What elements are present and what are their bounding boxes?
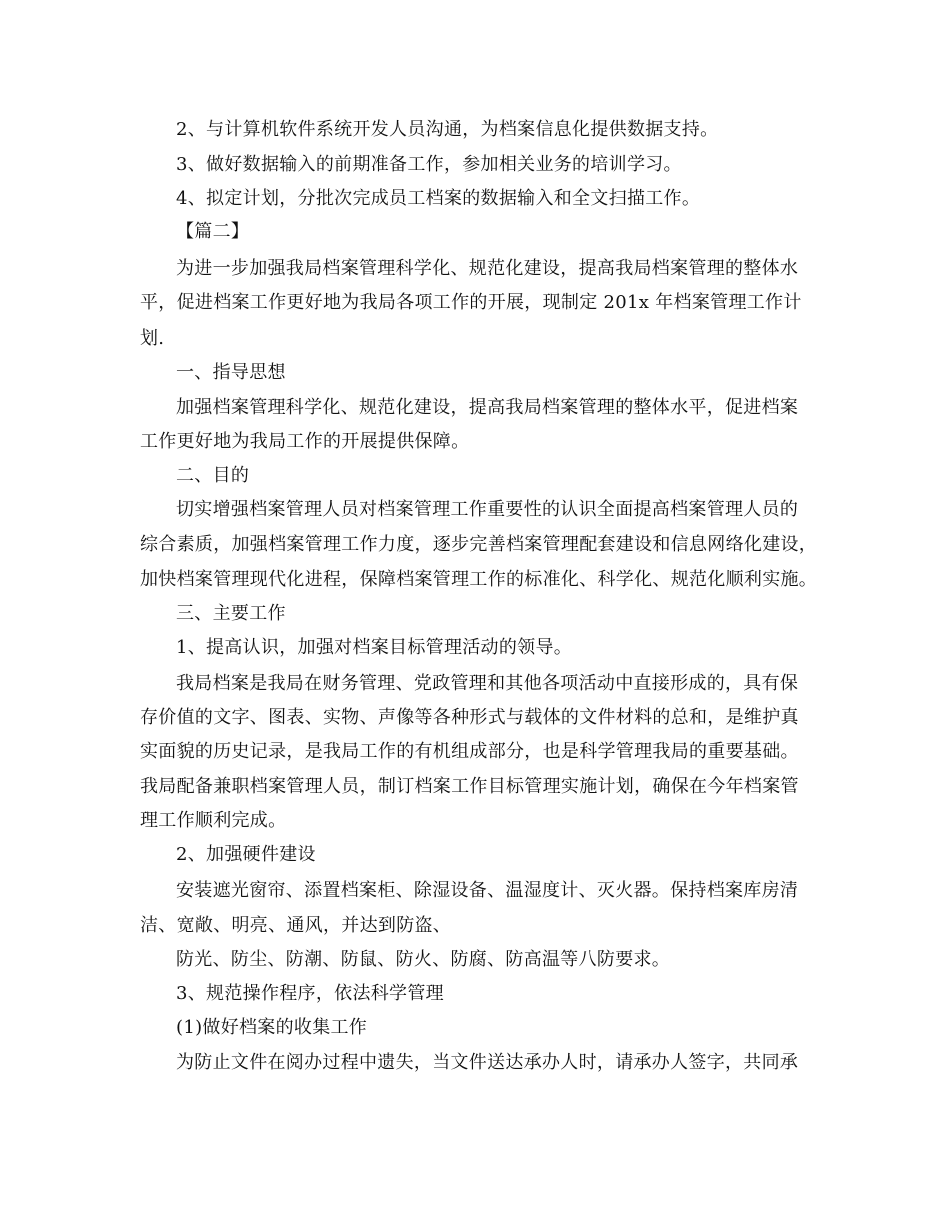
paragraph-line: 为进一步加强我局档案管理科学化、规范化建设，提高我局档案管理的整体水 bbox=[176, 258, 799, 279]
paragraph-line: 实面貌的历史记录，是我局工作的有机组成部分，也是科学管理我局的重要基础。 bbox=[140, 741, 799, 762]
paragraph-line: 安装遮光窗帘、添置档案柜、除湿设备、温湿度计、灭火器。保持档案库房清 bbox=[176, 880, 799, 901]
section-heading: 一、指导思想 bbox=[176, 362, 286, 383]
paragraph-line: 为防止文件在阅办过程中遗失，当文件送达承办人时，请承办人签字，共同承 bbox=[176, 1052, 799, 1073]
paragraph-line: 加强档案管理科学化、规范化建设，提高我局档案管理的整体水平，促进档案 bbox=[176, 397, 799, 418]
paragraph-line: 工作更好地为我局工作的开展提供保障。 bbox=[140, 431, 470, 452]
paragraph-line: 综合素质，加强档案管理工作力度，逐步完善档案管理配套建设和信息网络化建设， bbox=[140, 534, 818, 555]
section-heading: 三、主要工作 bbox=[176, 603, 286, 624]
paragraph-line: 加快档案管理现代化进程，保障档案管理工作的标准化、科学化、规范化顺利实施。 bbox=[140, 569, 818, 590]
section-heading: 2、加强硬件建设 bbox=[176, 844, 316, 865]
section-heading: 3、规范操作程序，依法科学管理 bbox=[176, 983, 444, 1004]
paragraph-line: 我局档案是我局在财务管理、党政管理和其他各项活动中直接形成的，具有保 bbox=[176, 673, 799, 694]
paragraph-line: 1、提高认识，加强对档案目标管理活动的领导。 bbox=[176, 637, 573, 658]
paragraph-line: 4、拟定计划，分批次完成员工档案的数据输入和全文扫描工作。 bbox=[176, 188, 701, 209]
paragraph-line: 平，促进档案工作更好地为我局各项工作的开展，现制定 201x 年档案管理工作计 bbox=[140, 292, 802, 313]
paragraph-line: 防光、防尘、防潮、防鼠、防火、防腐、防高温等八防要求。 bbox=[176, 949, 671, 970]
paragraph-line: 洁、宽敞、明亮、通风，并达到防盗、 bbox=[140, 915, 452, 936]
section-heading: 二、目的 bbox=[176, 465, 250, 486]
paragraph-line: 理工作顺利完成。 bbox=[140, 810, 287, 831]
section-heading: 【篇二】 bbox=[176, 221, 250, 242]
paragraph-line: 3、做好数据输入的前期准备工作，参加相关业务的培训学习。 bbox=[176, 154, 682, 175]
paragraph-line: 存价值的文字、图表、实物、声像等各种形式与载体的文件材料的总和，是维护真 bbox=[140, 707, 799, 728]
paragraph-line: 我局配备兼职档案管理人员，制订档案工作目标管理实施计划，确保在今年档案管 bbox=[140, 776, 799, 797]
section-heading: (1)做好档案的收集工作 bbox=[176, 1017, 368, 1038]
paragraph-line: 2、与计算机软件系统开发人员沟通，为档案信息化提供数据支持。 bbox=[176, 119, 719, 140]
paragraph-line: 划. bbox=[140, 328, 165, 349]
paragraph-line: 切实增强档案管理人员对档案管理工作重要性的认识全面提高档案管理人员的 bbox=[176, 499, 799, 520]
